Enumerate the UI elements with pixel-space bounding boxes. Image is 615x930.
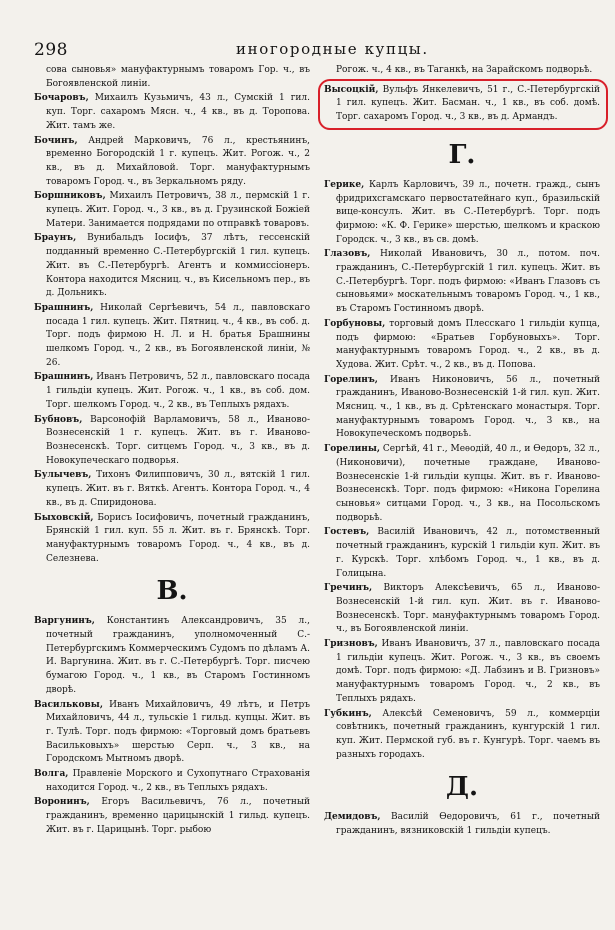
merchant-name: Герике,: [324, 179, 365, 190]
highlighted-entry: [318, 79, 608, 130]
merchant-name: Горелины,: [324, 444, 380, 455]
entry-text: Константинъ Александровичъ, 35 л., почетный гражданинъ, уполномоченный С.-Петербургскимъ Коммерческимъ Судомъ по дѣламъ А. И. Варгунина. Жит. въ г. С.-Петербургѣ. Торг. писчею бумагою Город. ч., 1 кв., въ Старомъ Гостинномъ дворѣ.: [46, 616, 311, 695]
merchant-name: Волга,: [34, 769, 69, 780]
merchant-entry: [324, 179, 600, 248]
entry-text: Михаилъ Петровичъ, 38 л., пермскій 1 г. купецъ. Жит. Город. ч., 3 кв., въ д. Грузинской Божіей Матери. Занимается подрядами по отправкѣ товаровъ.: [46, 191, 310, 229]
section-letter: Г.: [448, 139, 476, 170]
merchant-entry: [324, 708, 600, 763]
merchant-entry: [324, 638, 600, 707]
merchant-entry: [324, 443, 600, 525]
merchant-entry: [34, 92, 310, 133]
entry-text: Варсонофій Варламовичъ, 58 л., Иваново-Вознесенскій 1 г. купецъ. Жит. въ г. Иваново-Вознесенскѣ. Торг. ситцемъ Город. ч., 3 кв., въ д. Новокупеческаго подворья.: [46, 414, 310, 466]
merchant-name: Воронинъ,: [34, 797, 90, 808]
section-letter: В.: [156, 576, 188, 607]
merchant-entry: [324, 374, 600, 443]
merchant-entry: [34, 414, 310, 469]
merchant-name: Варгунинъ,: [34, 616, 95, 627]
entry-continuation: [34, 64, 310, 91]
entry-text: Иванъ Михайловичъ, 49 лѣтъ, и Петръ Михайловичъ, 44 л., тульскіе 1 гильд. купцы. Жит. въ г. Тулѣ. Торг. подъ фирмою: «Торговый домъ братьевъ Васильковыхъ» шерстью Серп. ч., 3 кв., на Городскомъ Мытномъ дворѣ.: [46, 699, 310, 765]
merchant-name: Брашнинъ,: [34, 302, 94, 313]
merchant-name: Васильковы,: [34, 699, 103, 710]
entry-text: Сергѣй, 41 г., Меѳодій, 40 л., и Ѳедоръ, 32 л., (Никоновичи), почетные граждане, Иваново-Вознесенскіе 1-й гильдіи купцы. Жит. въ г. Иваново-Вознесенскѣ. Торг. подъ фирмою: «Никона Горелина сыновья» ситцами Город. ч., 3 кв., на Посольскомъ подворьѣ.: [336, 444, 600, 523]
entry-text: Вунибальдъ Іосифъ, 37 лѣтъ, гессенскій подданный временно С.-Петербургскій 1 гил. купецъ. Жит. въ С.-Петербургѣ. Агентъ и коммиссіонеръ. Контора находится Мясниц. ч., въ Кисельномъ пер., въ д. Дольникъ.: [46, 233, 310, 299]
entry-text: Егоръ Васильевичъ, 76 л., почетный гражданинъ, временно царицынскій 1 гильд. купецъ. Жит. въ г. Царицынѣ. Торг. рыбою: [46, 797, 310, 835]
merchant-name: Горбуновы,: [324, 318, 386, 329]
entry-text: Алексѣй Семеновичъ, 59 л., коммерціи совѣтникъ, почетный гражданинъ, кунгурскій 1 гил. куп. Жит. Пермской губ. въ г. Кунгурѣ. Торг. чаемъ въ разныхъ городахъ.: [336, 708, 600, 760]
entry-text: Правленіе Морского и Сухопутнаго Страхованія находится Город. ч., 2 кв., въ Теплыхъ рядахъ.: [46, 769, 310, 793]
entry-text: сова сыновья» мануфактурнымъ товаромъ Гор. ч., въ Богоявленской линіи.: [46, 65, 310, 89]
merchant-name: Глазовъ,: [324, 249, 371, 260]
entry-text: Рогож. ч., 4 кв., въ Таганкѣ, на Зарайскомъ подворьѣ.: [336, 65, 593, 75]
merchant-name: Горелинъ,: [324, 374, 378, 385]
merchant-entry: [34, 768, 310, 795]
merchant-name: Боршниковъ,: [34, 191, 106, 202]
merchant-entry: [34, 135, 310, 190]
merchant-entry: [324, 526, 600, 581]
entry-text: Борисъ Іосифовичъ, почетный гражданинъ, Брянскій 1 гил. куп. 55 л. Жит. въ г. Брянскѣ. Торг. мануфактурнымъ товаромъ Город. ч., 4 кв., въ д. Селезнева.: [46, 512, 310, 564]
merchant-entry: [34, 796, 310, 837]
merchant-name: Бочинъ,: [34, 135, 78, 146]
page-number: 298: [34, 40, 68, 60]
entry-text: Тихонъ Филипповичъ, 30 л., вятскій 1 гил. купецъ. Жит. въ г. Вяткѣ. Агентъ. Контора Город. ч., 4 кв., въ д. Спиридонова.: [46, 470, 310, 508]
merchant-entry: [34, 190, 310, 231]
entry-text: Вульфъ Янкелевичъ, 51 г., С.-Петербургскій 1 гил. купецъ. Жит. Басман. ч., 1 кв., въ соб. домѣ. Торг. сахаромъ Город. ч., 3 кв., въ д. Армандъ.: [336, 84, 600, 123]
entry-text: Василій Ѳедоровичъ, 61 г., почетный гражданинъ, вязниковскій 1 гильдіи купецъ.: [336, 812, 600, 837]
entry-text: Михаилъ Кузьмичъ, 43 л., Сумскій 1 гил. куп. Торг. сахаромъ Мясн. ч., 4 кв., въ д. Торопова. Жит. тамъ же.: [46, 93, 310, 131]
entry-text: Карлъ Карловичъ, 39 л., почетн. гражд., сынъ фридрихсгамскаго первостатейнаго куп., бразильскій вице-консулъ. Жит. въ С.-Петербургѣ. Торг. подъ фирмою: «К. Ф. Герике» шерстью, шелкомъ и краскою Городск. ч., 3 кв., въ св. домѣ.: [336, 179, 600, 245]
merchant-name: Быховскій,: [34, 512, 94, 523]
merchant-entry: [324, 582, 600, 637]
running-head: иногородные купцы.: [236, 40, 429, 58]
entry-text: Иванъ Петровичъ, 52 л., павловскаго посада 1 гильдіи купецъ. Жит. Рогож. ч., 1 кв., въ соб. дом. Торг. шелкомъ Город. ч., 2 кв., въ Теплыхъ рядахъ.: [46, 372, 310, 410]
merchant-entry: [34, 302, 310, 371]
section-letter: Д.: [445, 772, 479, 803]
entry-text: Викторъ Алексѣевичъ, 65 л., Иваново-Вознесенскій 1-й гил. куп. Жит. въ г. Иваново-Вознесенскѣ. Торг. мануфактурнымъ товаромъ Город. ч., въ Богоявленской линіи.: [336, 583, 600, 635]
merchant-name: Бубновъ,: [34, 414, 83, 425]
merchant-entry: [34, 232, 310, 301]
entry-continuation: [324, 64, 600, 78]
merchant-name: Гостевъ,: [324, 527, 370, 538]
merchant-name: Бочаровъ,: [34, 93, 89, 104]
merchant-name: Высоцкій,: [324, 84, 379, 95]
right-column: [324, 64, 600, 840]
left-column: [34, 64, 310, 839]
merchant-name: Браунъ,: [34, 233, 77, 244]
merchant-entry: [324, 811, 600, 838]
merchant-name: Булычевъ,: [34, 470, 92, 481]
merchant-name: Гризновъ,: [324, 639, 378, 650]
merchant-entry: [34, 371, 310, 412]
entry-text: Николай Сергѣевичъ, 54 л., павловскаго посада 1 гил. купецъ. Жит. Пятниц. ч., 4 кв., въ соб. д. Торг. подъ фирмою Н. Л. и Н. братья Брашнины шелкомъ Город. ч., 2 кв., въ Богоявленской линіи, № 26.: [46, 302, 310, 368]
merchant-name: Гречинъ,: [324, 583, 373, 594]
entry-text: Иванъ Ивановичъ, 37 л., павловскаго посада 1 гильдіи купецъ. Жит. Рогож. ч., 3 кв., въ своемъ домѣ. Торг. подъ фирмою: «Д. Лабзинъ и В. Гризновъ» мануфактурнымъ товаромъ Город. ч., 2 кв., въ Теплыхъ рядахъ.: [336, 639, 600, 704]
merchant-entry: [324, 248, 600, 317]
merchant-name: Демидовъ,: [324, 812, 381, 823]
merchant-entry: [324, 318, 600, 373]
entry-text: Андрей Марковичъ, 76 л., крестьянинъ, временно Богородскій 1 г. купецъ. Жит. Рогож. ч., 2 кв., въ д. Михайловой. Торг. мануфактурнымъ товаромъ Город. ч., въ Зеркальномъ ряду.: [46, 135, 310, 187]
merchant-entry: [34, 615, 310, 697]
merchant-entry: [34, 512, 310, 567]
merchant-entry: [34, 469, 310, 510]
merchant-name: Брашнинъ,: [34, 372, 94, 383]
merchant-name: Губкинъ,: [324, 708, 372, 719]
entry-text: Василій Ивановичъ, 42 л., потомственный почетный гражданинъ, курскій 1 гильдіи куп. Жит. въ г. Курскѣ. Торг. хлѣбомъ Город. ч., 1 кв., въ д. Голицына.: [336, 527, 600, 579]
entry-text: торговый домъ Плесскаго 1 гильдіи купца, подъ фирмою: «Братьев Горбуновыхъ». Торг. мануфактурнымъ товаромъ Город. ч., 2 кв., въ д. Худова. Жит. Срѣт. ч., 2 кв., въ д. Попова.: [336, 318, 600, 370]
entry-text: Иванъ Никоновичъ, 56 л., почетный гражданинъ, Иваново-Вознесенскій 1-й гил. куп. Жит. Мясниц. ч., 1 кв., въ д. Срѣтенскаго монастыря. Торг. мануфактурнымъ товаромъ Город. ч., 3 кв., на Новокупеческомъ подворьѣ.: [336, 374, 600, 440]
merchant-entry: [34, 699, 310, 768]
entry-text: Николай Ивановичъ, 30 л., потом. поч. гражданинъ, С.-Петербургскій 1 гил. купецъ. Жит. въ С.-Петербургѣ. Торг. подъ фирмою: «Иванъ Глазовъ съ сыновьями» москательнымъ товаромъ Город. ч., 1 кв., въ Старомъ Гостинномъ дворѣ.: [336, 249, 600, 315]
